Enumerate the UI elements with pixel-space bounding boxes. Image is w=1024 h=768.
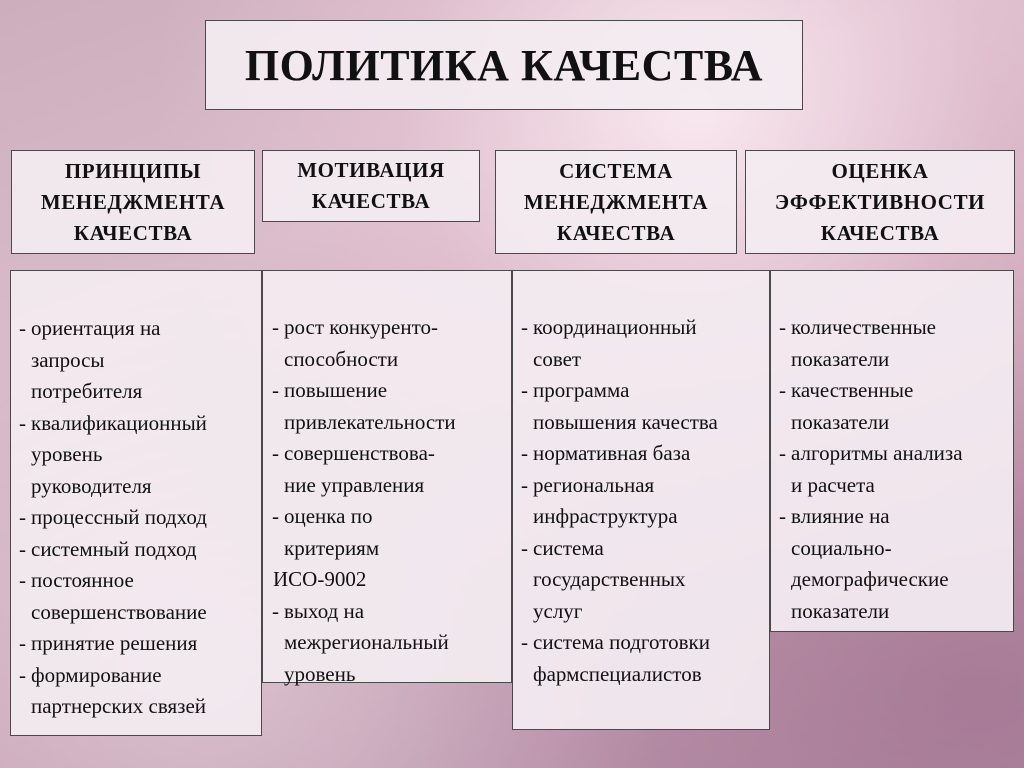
list-item: - количественные показатели [771, 312, 1013, 375]
list-item: - оценка по критериям [263, 501, 511, 564]
list-item: - совершенствова- ние управления [263, 438, 511, 501]
item-list [771, 271, 1013, 627]
list-item: - алгоритмы анализа и расчета [771, 438, 1013, 501]
header-quality-effectiveness-evaluation [745, 150, 1015, 254]
column-quality-effectiveness-evaluation [770, 270, 1014, 632]
header-label: МОТИВАЦИЯ КАЧЕСТВА [297, 158, 445, 213]
list-item: - постоянное совершенствование [11, 565, 261, 628]
list-item: - повышение привлекательности [263, 375, 511, 438]
list-item: ИСО-9002 [273, 567, 367, 591]
list-item: - качественные показатели [771, 375, 1013, 438]
header-label: ОЦЕНКА ЭФФЕКТИВНОСТИ КАЧЕСТВА [774, 158, 986, 245]
list-item: - выход на межрегиональный уровень [263, 596, 511, 691]
header-quality-management-system [495, 150, 737, 254]
list-item: - ориентация на запросы потребителя [11, 313, 261, 408]
list-item: - региональная инфраструктура [513, 470, 769, 533]
header-quality-motivation [262, 150, 480, 222]
list-item: - системный подход [11, 534, 261, 566]
item-list [11, 271, 261, 723]
header-label: СИСТЕМА МЕНЕДЖМЕНТА КАЧЕСТВА [523, 158, 709, 245]
list-item: - рост конкуренто- способности [263, 312, 511, 375]
header-management-principles [11, 150, 255, 254]
list-item: - система государственных услуг [513, 533, 769, 628]
list-item: - влияние на социально- демографические показатели [771, 501, 1013, 627]
column-quality-motivation [262, 270, 512, 686]
list-item: - формирование партнерских связей [11, 660, 261, 723]
item-list [263, 271, 511, 690]
item-list [513, 271, 769, 690]
diagram-title-box [205, 20, 803, 110]
column-management-principles [10, 270, 262, 736]
list-item: - процессный подход [11, 502, 261, 534]
list-item: - координационный совет [513, 312, 769, 375]
list-item: - программа повышения качества [513, 375, 769, 438]
diagram-title: ПОЛИТИКА КАЧЕСТВА [244, 40, 764, 90]
list-item: - нормативная база [513, 438, 769, 470]
list-item: - система подготовки фармспециалистов [513, 627, 769, 690]
header-label: ПРИНЦИПЫ МЕНЕДЖМЕНТА КАЧЕСТВА [40, 158, 226, 245]
list-item: - принятие решения [11, 628, 261, 660]
list-item: - квалификационный уровень руководителя [11, 408, 261, 503]
column-quality-management-system [512, 270, 770, 730]
